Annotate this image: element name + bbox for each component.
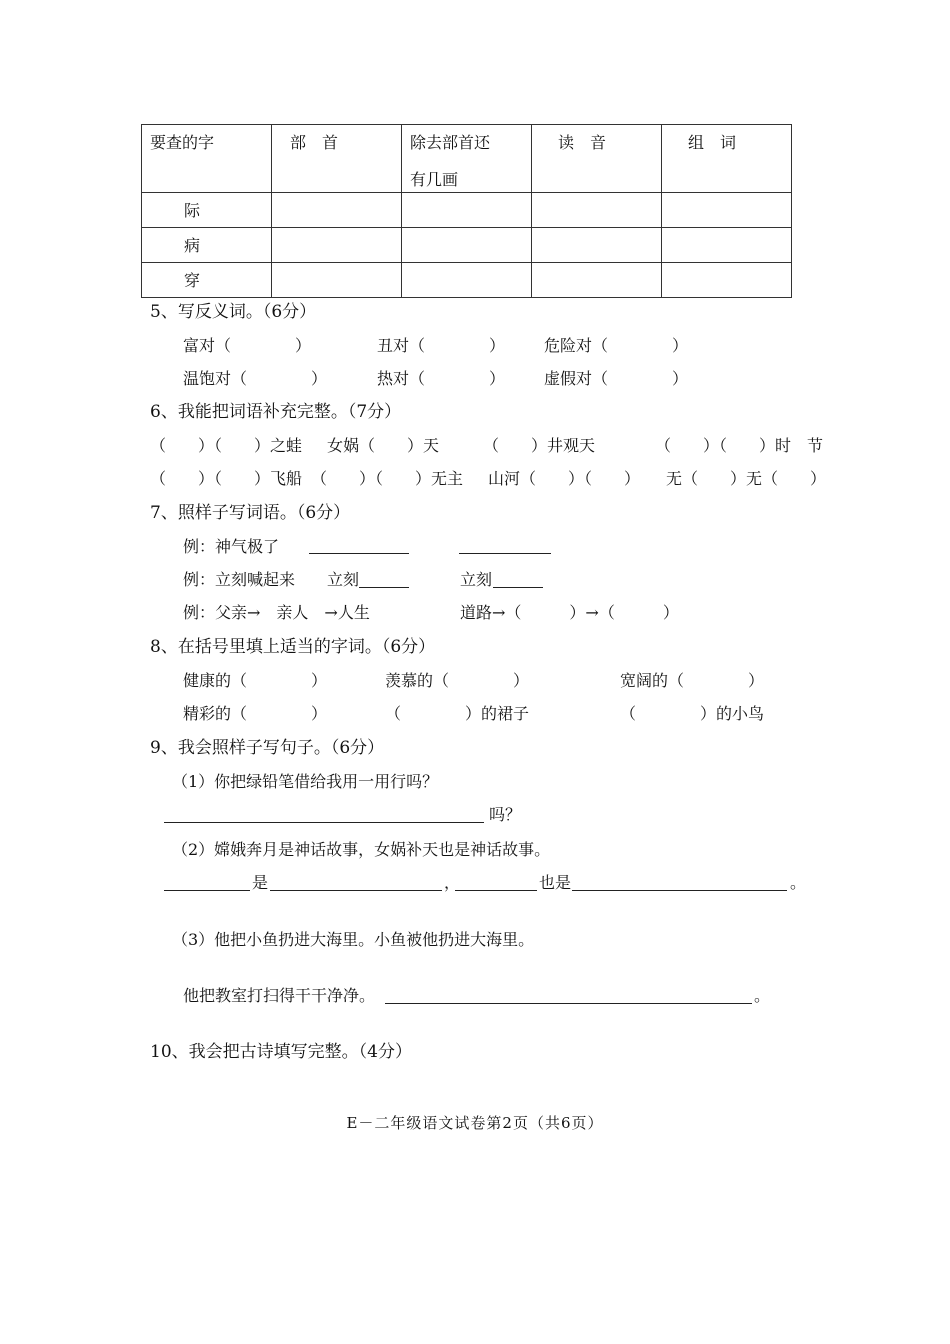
- sentence-word: 也是: [539, 873, 572, 892]
- answer-line[interactable]: [164, 822, 484, 823]
- question-5-title: 5、写反义词。（6分）: [150, 302, 317, 322]
- answer-cell[interactable]: [402, 263, 532, 298]
- idiom-item: 山河（ ）（ ）: [488, 469, 641, 488]
- antonym-item: 虚假对（ ）: [544, 369, 689, 388]
- table-header-cell: [142, 125, 272, 193]
- table-row: [142, 263, 792, 298]
- idiom-item: 女娲（ ）天: [327, 436, 440, 455]
- header-radical: 部 首: [290, 133, 339, 152]
- row-char: 穿: [184, 271, 201, 290]
- answer-cell[interactable]: [662, 193, 792, 228]
- sentence-end: 。: [790, 873, 807, 892]
- sentence-example: （1）你把绿铅笔借给我用一用行吗？: [172, 772, 439, 791]
- table-header-row: [142, 125, 792, 193]
- answer-line[interactable]: [309, 553, 409, 554]
- idiom-item: （ ）（ ）时 节: [655, 436, 824, 455]
- idiom-item: （ ）井观天: [483, 436, 596, 455]
- answer-cell[interactable]: [662, 228, 792, 263]
- row-char: 病: [184, 236, 201, 255]
- header-strokes-line1: 除去部首还: [410, 133, 491, 152]
- idiom-item: 无（ ）无（ ）: [666, 469, 827, 488]
- antonym-item: 富对（ ）: [183, 336, 312, 355]
- table-header-cell: [662, 125, 792, 193]
- answer-cell[interactable]: [402, 228, 532, 263]
- fill-item: （ ）的裙子: [385, 704, 530, 723]
- fill-item: 健康的（ ）: [183, 671, 328, 690]
- fill-item: 羡慕的（ ）: [385, 671, 530, 690]
- fill-item: 精彩的（ ）: [183, 704, 328, 723]
- table-cell-char: [142, 263, 272, 298]
- answer-cell[interactable]: [272, 263, 402, 298]
- answer-line[interactable]: [572, 890, 787, 891]
- table-row: [142, 228, 792, 263]
- fill-item: （ ）的小鸟: [620, 704, 765, 723]
- table-row: [142, 193, 792, 228]
- sentence-end: 。: [754, 986, 771, 1005]
- answer-line[interactable]: [270, 890, 442, 891]
- table-header-cell: [402, 125, 532, 193]
- example-text: 例：神气极了: [183, 537, 280, 556]
- example-text: 例：立刻喊起来: [183, 570, 296, 589]
- antonym-item: 丑对（ ）: [377, 336, 506, 355]
- antonym-item: 危险对（ ）: [544, 336, 689, 355]
- header-words: 组 词: [688, 133, 737, 152]
- sentence-word: 是: [252, 873, 269, 892]
- idiom-item: （ ）（ ）之蛙: [150, 436, 303, 455]
- answer-line[interactable]: [359, 587, 409, 588]
- question-9-title: 9、我会照样子写句子。（6分）: [150, 738, 385, 758]
- answer-cell[interactable]: [532, 193, 662, 228]
- sentence-word: ，: [444, 873, 461, 892]
- example-text: 例：父亲→ 亲人 →人生: [183, 603, 370, 622]
- answer-line[interactable]: [459, 553, 551, 554]
- answer-cell[interactable]: [272, 228, 402, 263]
- answer-cell[interactable]: [402, 193, 532, 228]
- antonym-item: 温饱对（ ）: [183, 369, 328, 388]
- answer-cell[interactable]: [532, 263, 662, 298]
- fill-item: 宽阔的（ ）: [620, 671, 765, 690]
- question-7-title: 7、照样子写词语。（6分）: [150, 503, 351, 523]
- answer-line[interactable]: [385, 1003, 752, 1004]
- page-footer: E－二年级语文试卷第2页（共6页）: [346, 1114, 604, 1132]
- prompt-text: 立刻: [327, 570, 360, 589]
- prompt-text: 立刻: [460, 570, 493, 589]
- idiom-item: （ ）（ ）飞船: [150, 469, 303, 488]
- prompt-text: 道路→（ ）→（ ）: [460, 603, 679, 622]
- table-cell-char: [142, 193, 272, 228]
- answer-line[interactable]: [455, 890, 537, 891]
- sentence-end: 吗？: [489, 805, 522, 824]
- header-char: 要查的字: [150, 133, 215, 152]
- answer-line[interactable]: [493, 587, 543, 588]
- header-strokes-line2: 有几画: [410, 170, 459, 189]
- header-pronunciation: 读 音: [558, 133, 607, 152]
- row-char: 际: [184, 201, 201, 220]
- idiom-item: （ ）（ ）无主: [311, 469, 464, 488]
- sentence-example: （2）嫦娥奔月是神话故事，女娲补天也是神话故事。: [172, 840, 551, 859]
- answer-cell[interactable]: [532, 228, 662, 263]
- character-lookup-table: [141, 124, 792, 298]
- sentence-example: （3）他把小鱼扔进大海里。小鱼被他扔进大海里。: [172, 930, 535, 949]
- question-6-title: 6、我能把词语补充完整。（7分）: [150, 402, 402, 422]
- question-10-title: 10、我会把古诗填写完整。（4分）: [150, 1042, 412, 1062]
- table-cell-char: [142, 228, 272, 263]
- table-header-cell: [532, 125, 662, 193]
- sentence-task: 他把教室打扫得干干净净。: [183, 986, 376, 1005]
- table-header-cell: [272, 125, 402, 193]
- question-8-title: 8、在括号里填上适当的字词。（6分）: [150, 637, 436, 657]
- answer-cell[interactable]: [272, 193, 402, 228]
- answer-line[interactable]: [164, 890, 250, 891]
- antonym-item: 热对（ ）: [377, 369, 506, 388]
- answer-cell[interactable]: [662, 263, 792, 298]
